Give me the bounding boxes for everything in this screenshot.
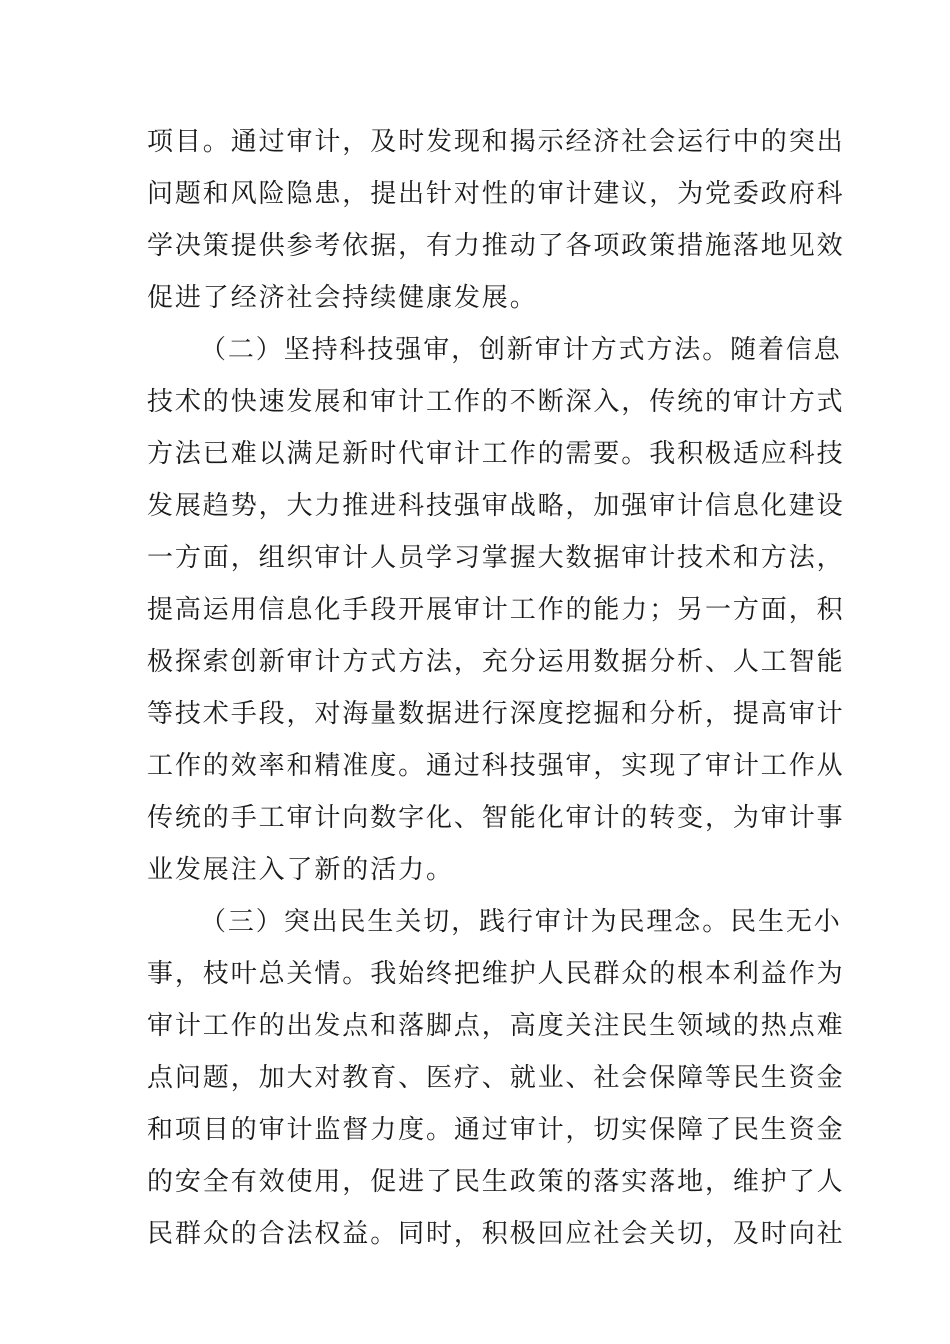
text-line: 极探索创新审计方式方法，充分运用数据分析、人工智能 [147,647,845,677]
text-line: 问题和风险隐患，提出针对性的审计建议，为党委政府科 [147,179,845,209]
text-line: 业发展注入了新的活力。 [147,855,454,885]
text-line: 等技术手段，对海量数据进行深度挖掘和分析，提高审计 [147,699,845,729]
text-line: 工作的效率和精准度。通过科技强审，实现了审计工作从 [147,751,845,781]
text-line: 审计工作的出发点和落脚点，高度关注民生领域的热点难 [147,1011,845,1041]
text-line: 提高运用信息化手段开展审计工作的能力；另一方面，积 [147,595,845,625]
text-line: 项目。通过审计，及时发现和揭示经济社会运行中的突出 [147,127,845,157]
text-line: 一方面，组织审计人员学习掌握大数据审计技术和方法， [147,543,845,573]
text-line: 发展趋势，大力推进科技强审战略，加强审计信息化建设 [147,491,845,521]
text-line: 事，枝叶总关情。我始终把维护人民群众的根本利益作为 [147,959,845,989]
section-heading-line: （二）坚持科技强审，创新审计方式方法。随着信息 [200,335,842,365]
text-line: 学决策提供参考依据，有力推动了各项政策措施落地见效 [147,231,845,261]
text-line: 方法已难以满足新时代审计工作的需要。我积极适应科技 [147,439,845,469]
text-line: 促进了经济社会持续健康发展。 [147,283,538,313]
text-line: 的安全有效使用，促进了民生政策的落实落地，维护了人 [147,1167,845,1197]
text-line: 民群众的合法权益。同时，积极回应社会关切，及时向社 [147,1219,845,1249]
text-line: 技术的快速发展和审计工作的不断深入，传统的审计方式 [147,387,845,417]
text-line: 传统的手工审计向数字化、智能化审计的转变，为审计事 [147,803,845,833]
text-line: 点问题，加大对教育、医疗、就业、社会保障等民生资金 [147,1063,845,1093]
section-heading-line: （三）突出民生关切，践行审计为民理念。民生无小 [200,907,842,937]
text-line: 和项目的审计监督力度。通过审计，切实保障了民生资金 [147,1115,845,1145]
